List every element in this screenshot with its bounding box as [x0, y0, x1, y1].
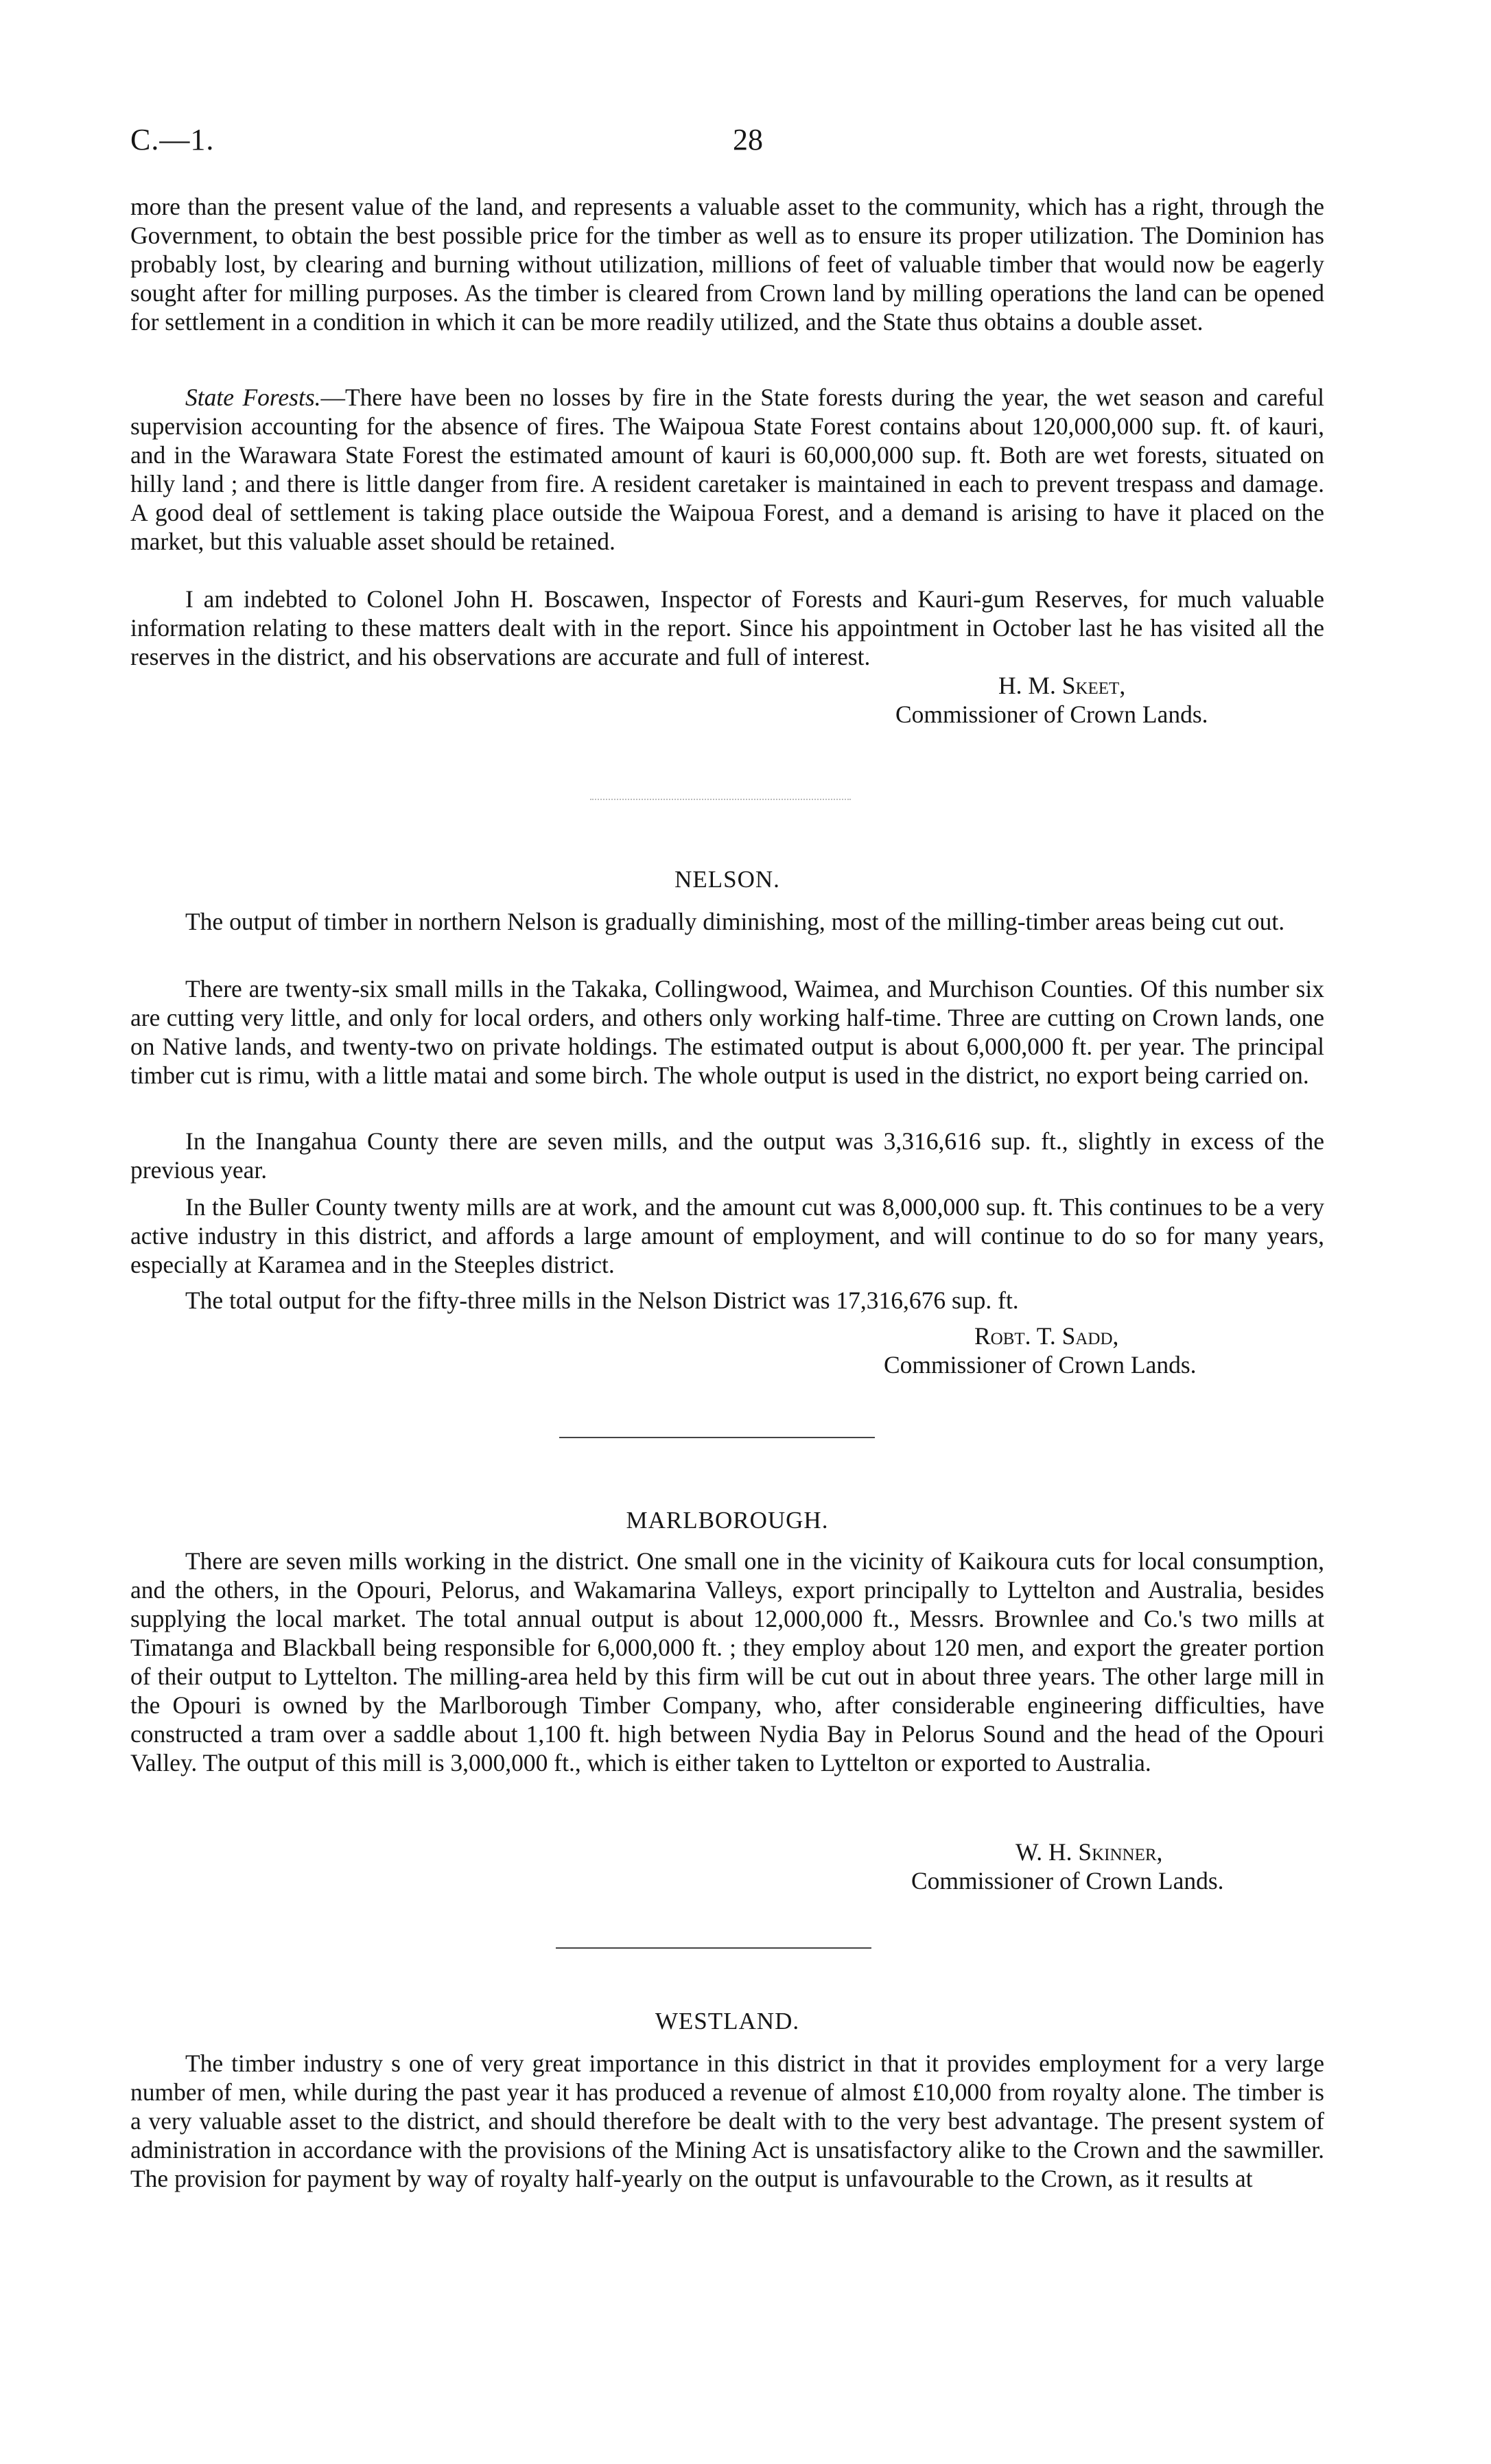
westland-paragraph-1: The timber industry s one of very great importance in this district in that it provides employment for a very large number of men, while during the past year it has produced a revenue of almost £10,000 from royalty alone. The timber is a very valuable asset to the district, and should therefore be dealt with to the very best advantage. The present system of administration in accordance with the provisions of the Mining Act is unsatisfactory alike to the Crown and the sawmiller. The provision for payment by way of royalty half-yearly on the output is unfavourable to the Crown, as it results at	[130, 2050, 1324, 2192]
nelson-paragraph-2: There are twenty-six small mills in the Takaka, Collingwood, Waimea, and Murchison Counties. Of this number six are cutting very little, and only for local orders, and others only working half-time. Three are cutting on Crown lands, one on Native lands, and twenty-two on private holdings. The estimated output is about 6,000,000 ft. per year. The principal timber cut is rimu, with a little matai and some birch. The whole output is used in the district, no export being carried on.	[130, 975, 1324, 1089]
auckland-paragraph-1: more than the present value of the land, and represents a valuable asset to the community, which has a right, through the Government, to obtain the best possible price for the timber as well as to ensure its proper utilization. The Dominion has probably lost, by clearing and burning without utilization, millions of feet of valuable timber that would now be eagerly sought after for milling purposes. As the timber is cleared from Crown land by milling operations the land can be opened for settlement in a condition in which it can be more readily utilized, and the State thus obtains a double asset.	[130, 193, 1324, 336]
marlborough-heading: MARLBOROUGH.	[626, 1507, 829, 1534]
marlborough-signature-name: W. H. Skinner,	[1015, 1838, 1163, 1866]
section-divider	[556, 1947, 871, 1949]
nelson-signature-title: Commissioner of Crown Lands.	[884, 1351, 1197, 1378]
nelson-heading: NELSON.	[674, 866, 780, 893]
nelson-paragraph-1: The output of timber in northern Nelson is gradually diminishing, most of the milling-timber areas being cut out.	[185, 908, 1285, 935]
nelson-paragraph-5: The total output for the fifty-three mills in the Nelson District was 17,316,676 sup. ft.	[185, 1287, 1019, 1314]
auckland-paragraph-3: I am indebted to Colonel John H. Boscawen, Inspector of Forests and Kauri-gum Reserves, for much valuable information relating to these matters dealt with in the report. Since his appointment in October last he has visited all the reserves in the district, and his observations are accurate and full of interest.	[130, 585, 1324, 670]
page-number: 28	[733, 123, 763, 156]
auckland-signature-title: Commissioner of Crown Lands.	[895, 701, 1208, 728]
section-divider	[559, 1437, 875, 1438]
nelson-paragraph-3: In the Inangahua County there are seven mills, and the output was 3,316,616 sup. ft., slightly in excess of the previous year.	[130, 1127, 1324, 1184]
state-forests-text: —There have been no losses by fire in the State forests during the year, the wet season and careful supervision accounting for the absence of fires. The Waipoua State Forest contains about 120,000,000 sup. ft. of kauri, and in the Warawara State Forest the estimated amount of kauri is 60,000,000 sup. ft. Both are wet forests, situated on hilly land ; and there is little danger from fire. A resident caretaker is maintained in each to prevent trespass and damage. A good deal of settlement is taking place outside the Waipoua Forest, and a demand is arising to have it placed on the market, but this valuable asset should be retained.	[130, 384, 1324, 555]
auckland-signature-name: H. M. Skeet,	[998, 672, 1126, 699]
marlborough-signature-title: Commissioner of Crown Lands.	[911, 1867, 1224, 1894]
westland-heading: WESTLAND.	[655, 2008, 800, 2034]
nelson-paragraph-4: In the Buller County twenty mills are at work, and the amount cut was 8,000,000 sup. ft. This continues to be a very active industry in this district, and affords a large amount of employment, and will continue to do so for many years, especially at Karamea and in the Steeples district.	[130, 1193, 1324, 1278]
nelson-signature-name: Robt. T. Sadd,	[974, 1322, 1119, 1350]
document-reference: C.—1.	[130, 123, 215, 156]
marlborough-paragraph-1: There are seven mills working in the district. One small one in the vicinity of Kaikoura cuts for local consumption, and the others, in the Opouri, Pelorus, and Wakamarina Valleys, export principally to Lyttelton and Australia, besides supplying the local market. The total annual output is about 12,000,000 ft., Messrs. Brownlee and Co.'s two mills at Timatanga and Blackball being responsible for 6,000,000 ft. ; they employ about 120 men, and export the greater portion of their output to Lyttelton. The milling-area held by this firm will be cut out in about three years. The other large mill in the Opouri is owned by the Marlborough Timber Company, who, after considerable engineering difficulties, have constructed a tram over a saddle about 1,100 ft. high between Nydia Bay in Pelorus Sound and the head of the Opouri Valley. The output of this mill is 3,000,000 ft., which is either taken to Lyttelton or exported to Australia.	[130, 1547, 1324, 1776]
page-header	[130, 122, 1324, 163]
auckland-paragraph-state-forests	[130, 383, 1324, 556]
section-divider-faint	[590, 799, 851, 800]
state-forests-lead: State Forests.	[185, 384, 321, 411]
